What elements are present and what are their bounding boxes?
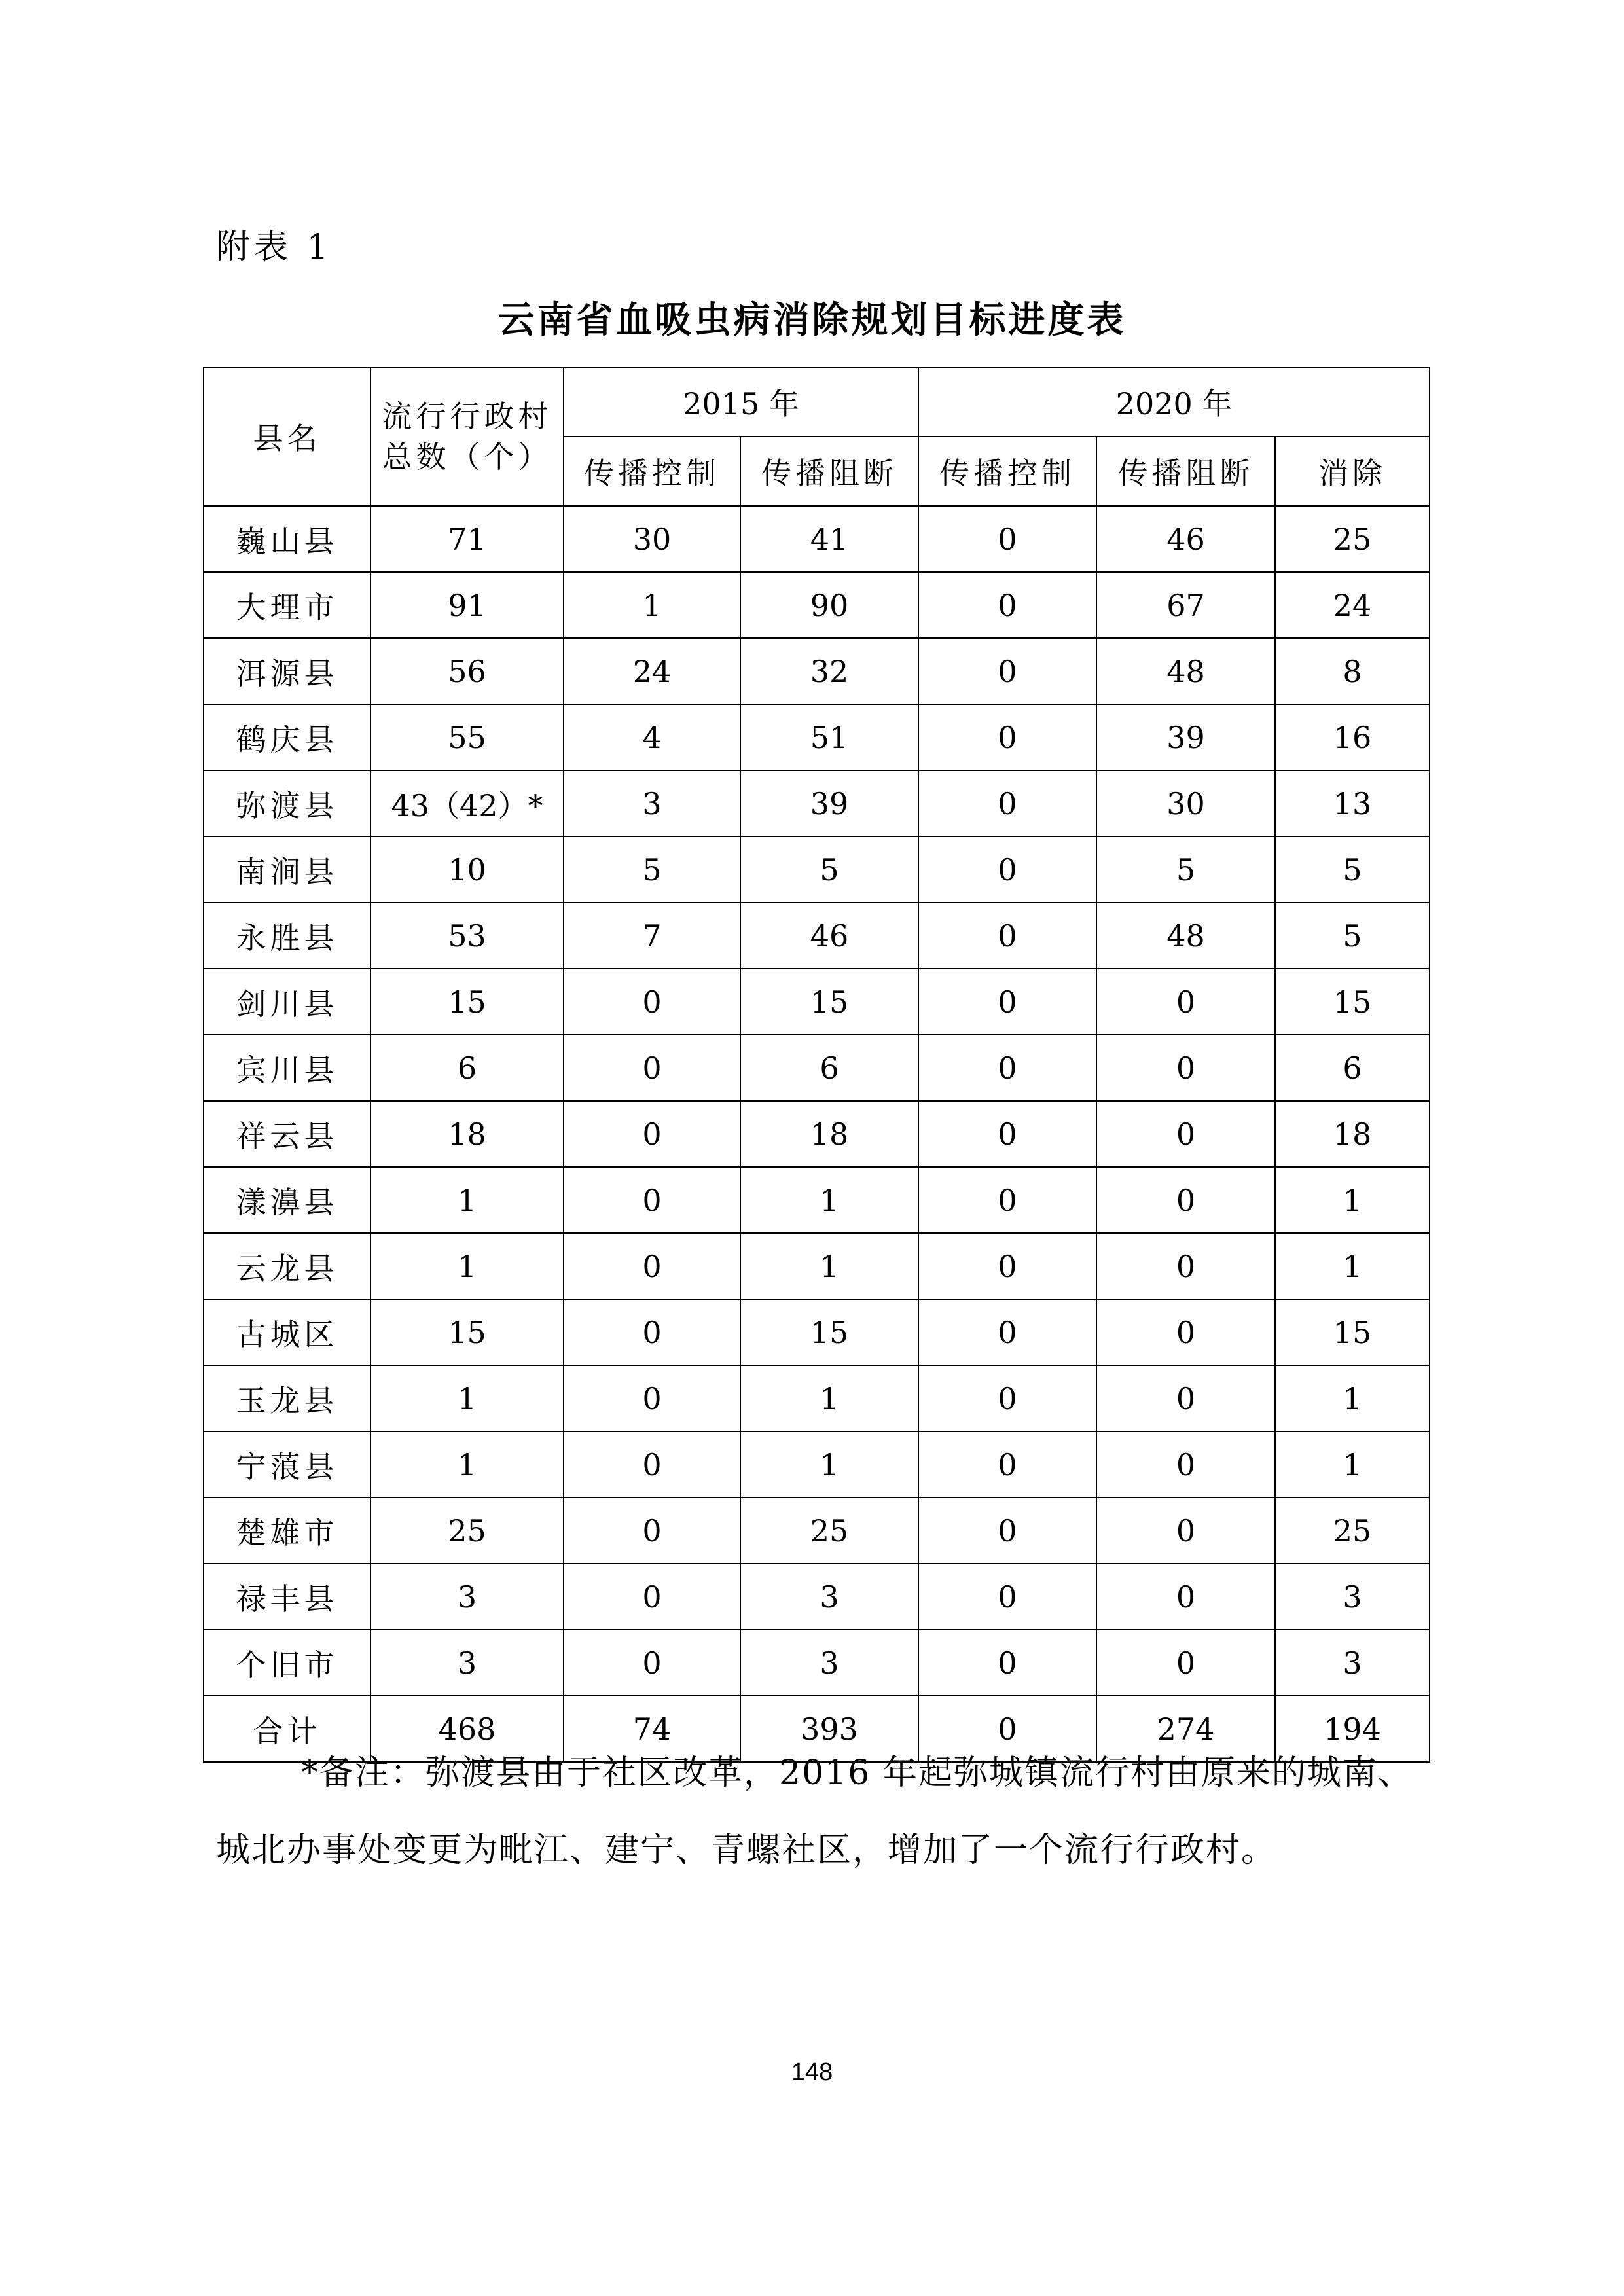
interrupt-2015-cell: 41 <box>740 506 918 572</box>
eliminate-2020-cell: 1 <box>1275 1233 1430 1299</box>
control-2020-cell: 0 <box>918 1167 1096 1233</box>
control-2020-cell: 0 <box>918 770 1096 836</box>
interrupt-2015-cell: 6 <box>740 1035 918 1101</box>
eliminate-2020-cell: 5 <box>1275 836 1430 903</box>
appendix-label: 附表 1 <box>216 228 333 267</box>
control-2015-cell: 0 <box>564 1167 740 1233</box>
table-row <box>204 1167 1430 1233</box>
control-2020-cell: 0 <box>918 638 1096 704</box>
eliminate-2020-cell: 15 <box>1275 1299 1430 1365</box>
county-cell: 宾川县 <box>204 1035 370 1101</box>
control-2015-cell: 30 <box>564 506 740 572</box>
header-year-2020: 2020 年 <box>918 367 1430 437</box>
total-cell: 3 <box>370 1630 564 1696</box>
control-2015-cell: 3 <box>564 770 740 836</box>
county-cell: 大理市 <box>204 572 370 638</box>
table-row <box>204 1299 1430 1365</box>
interrupt-2015-cell: 1 <box>740 1365 918 1431</box>
total-cell: 25 <box>370 1498 564 1564</box>
control-2020-cell: 0 <box>918 1696 1096 1762</box>
interrupt-2020-cell: 0 <box>1096 1365 1275 1431</box>
control-2020-cell: 0 <box>918 1431 1096 1498</box>
total-cell: 15 <box>370 1299 564 1365</box>
interrupt-2020-cell: 0 <box>1096 1233 1275 1299</box>
interrupt-2015-cell: 5 <box>740 836 918 903</box>
interrupt-2020-cell: 39 <box>1096 704 1275 770</box>
interrupt-2015-cell: 18 <box>740 1101 918 1167</box>
county-cell: 漾濞县 <box>204 1167 370 1233</box>
interrupt-2020-cell: 0 <box>1096 1498 1275 1564</box>
eliminate-2020-cell: 3 <box>1275 1630 1430 1696</box>
total-cell: 3 <box>370 1564 564 1630</box>
header-2020-interrupt: 传播阻断 <box>1096 437 1275 506</box>
table-row <box>204 1431 1430 1498</box>
eliminate-2020-cell: 194 <box>1275 1696 1430 1762</box>
eliminate-2020-cell: 3 <box>1275 1564 1430 1630</box>
eliminate-2020-cell: 16 <box>1275 704 1430 770</box>
control-2015-cell: 0 <box>564 1431 740 1498</box>
control-2015-cell: 0 <box>564 1035 740 1101</box>
control-2020-cell: 0 <box>918 1365 1096 1431</box>
county-cell: 祥云县 <box>204 1101 370 1167</box>
control-2020-cell: 0 <box>918 572 1096 638</box>
document-title: 云南省血吸虫病消除规划目标进度表 <box>497 299 1127 342</box>
total-cell: 18 <box>370 1101 564 1167</box>
interrupt-2015-cell: 3 <box>740 1564 918 1630</box>
total-cell: 43（42）* <box>370 770 564 836</box>
table-row <box>204 572 1430 638</box>
table-row <box>204 1101 1430 1167</box>
interrupt-2015-cell: 15 <box>740 969 918 1035</box>
interrupt-2020-cell: 0 <box>1096 1167 1275 1233</box>
control-2020-cell: 0 <box>918 836 1096 903</box>
eliminate-2020-cell: 1 <box>1275 1167 1430 1233</box>
total-cell: 10 <box>370 836 564 903</box>
control-2015-cell: 4 <box>564 704 740 770</box>
total-cell: 1 <box>370 1365 564 1431</box>
control-2020-cell: 0 <box>918 969 1096 1035</box>
control-2020-cell: 0 <box>918 1035 1096 1101</box>
table-row <box>204 1365 1430 1431</box>
control-2015-cell: 5 <box>564 836 740 903</box>
county-cell: 剑川县 <box>204 969 370 1035</box>
eliminate-2020-cell: 1 <box>1275 1431 1430 1498</box>
interrupt-2020-cell: 0 <box>1096 1299 1275 1365</box>
eliminate-2020-cell: 6 <box>1275 1035 1430 1101</box>
county-cell: 鹤庆县 <box>204 704 370 770</box>
table-row <box>204 836 1430 903</box>
schisto-target-table <box>203 367 1430 1763</box>
header-total <box>370 367 564 506</box>
control-2015-cell: 0 <box>564 1233 740 1299</box>
county-cell: 南涧县 <box>204 836 370 903</box>
header-2015-interrupt: 传播阻断 <box>740 437 918 506</box>
interrupt-2020-cell: 5 <box>1096 836 1275 903</box>
interrupt-2020-cell: 0 <box>1096 1630 1275 1696</box>
table-row <box>204 903 1430 969</box>
control-2015-cell: 0 <box>564 1564 740 1630</box>
eliminate-2020-cell: 8 <box>1275 638 1430 704</box>
county-cell: 洱源县 <box>204 638 370 704</box>
page-number: 148 <box>791 2058 833 2086</box>
interrupt-2015-cell: 39 <box>740 770 918 836</box>
header-county: 县名 <box>204 367 370 506</box>
control-2015-cell: 1 <box>564 572 740 638</box>
table-row <box>204 1035 1430 1101</box>
table-row <box>204 969 1430 1035</box>
interrupt-2020-cell: 48 <box>1096 638 1275 704</box>
county-cell: 宁蒗县 <box>204 1431 370 1498</box>
county-cell: 永胜县 <box>204 903 370 969</box>
table-row <box>204 770 1430 836</box>
county-cell: 巍山县 <box>204 506 370 572</box>
control-2020-cell: 0 <box>918 1101 1096 1167</box>
interrupt-2020-cell: 46 <box>1096 506 1275 572</box>
table-row <box>204 704 1430 770</box>
header-row-1 <box>204 367 1430 437</box>
table-row <box>204 1233 1430 1299</box>
interrupt-2015-cell: 3 <box>740 1630 918 1696</box>
control-2020-cell: 0 <box>918 1299 1096 1365</box>
interrupt-2015-cell: 1 <box>740 1431 918 1498</box>
total-cell: 1 <box>370 1431 564 1498</box>
interrupt-2015-cell: 46 <box>740 903 918 969</box>
interrupt-2020-cell: 0 <box>1096 1431 1275 1498</box>
county-cell: 楚雄市 <box>204 1498 370 1564</box>
control-2020-cell: 0 <box>918 903 1096 969</box>
control-2015-cell: 24 <box>564 638 740 704</box>
total-cell: 91 <box>370 572 564 638</box>
control-2015-cell: 7 <box>564 903 740 969</box>
control-2015-cell: 0 <box>564 1498 740 1564</box>
header-2020-eliminate: 消除 <box>1275 437 1430 506</box>
eliminate-2020-cell: 18 <box>1275 1101 1430 1167</box>
county-cell: 云龙县 <box>204 1233 370 1299</box>
interrupt-2015-cell: 25 <box>740 1498 918 1564</box>
table-row <box>204 1498 1430 1564</box>
interrupt-2020-cell: 30 <box>1096 770 1275 836</box>
total-cell: 71 <box>370 506 564 572</box>
control-2020-cell: 0 <box>918 704 1096 770</box>
control-2020-cell: 0 <box>918 1564 1096 1630</box>
control-2015-cell: 0 <box>564 1101 740 1167</box>
county-cell: 弥渡县 <box>204 770 370 836</box>
county-cell: 古城区 <box>204 1299 370 1365</box>
header-total-line2: 总数（个） <box>382 439 552 475</box>
total-cell: 53 <box>370 903 564 969</box>
eliminate-2020-cell: 5 <box>1275 903 1430 969</box>
control-2020-cell: 0 <box>918 1498 1096 1564</box>
total-cell: 468 <box>370 1696 564 1762</box>
interrupt-2020-cell: 67 <box>1096 572 1275 638</box>
control-2015-cell: 0 <box>564 1365 740 1431</box>
county-cell: 禄丰县 <box>204 1564 370 1630</box>
total-cell: 1 <box>370 1167 564 1233</box>
interrupt-2020-cell: 0 <box>1096 1035 1275 1101</box>
interrupt-2015-cell: 90 <box>740 572 918 638</box>
interrupt-2015-cell: 393 <box>740 1696 918 1762</box>
county-cell: 合计 <box>204 1696 370 1762</box>
header-year-2015: 2015 年 <box>564 367 918 437</box>
interrupt-2020-cell: 0 <box>1096 969 1275 1035</box>
eliminate-2020-cell: 24 <box>1275 572 1430 638</box>
table-row <box>204 1564 1430 1630</box>
total-cell: 6 <box>370 1035 564 1101</box>
footnote: *备注：弥渡县由于社区改革，2016 年起弥城镇流行村由原来的城南、城北办事处变更为毗江、建宁、青螺社区，增加了一个流行行政村。 <box>216 1753 1413 1870</box>
header-2015-control: 传播控制 <box>564 437 740 506</box>
header-2020-control: 传播控制 <box>918 437 1096 506</box>
interrupt-2015-cell: 1 <box>740 1233 918 1299</box>
control-2015-cell: 74 <box>564 1696 740 1762</box>
interrupt-2015-cell: 1 <box>740 1167 918 1233</box>
header-total-line1: 流行行政村 <box>382 399 552 434</box>
table-row <box>204 506 1430 572</box>
eliminate-2020-cell: 13 <box>1275 770 1430 836</box>
total-cell: 56 <box>370 638 564 704</box>
county-cell: 玉龙县 <box>204 1365 370 1431</box>
control-2015-cell: 0 <box>564 969 740 1035</box>
eliminate-2020-cell: 15 <box>1275 969 1430 1035</box>
interrupt-2015-cell: 32 <box>740 638 918 704</box>
eliminate-2020-cell: 25 <box>1275 506 1430 572</box>
interrupt-2020-cell: 0 <box>1096 1564 1275 1630</box>
table-row <box>204 638 1430 704</box>
control-2020-cell: 0 <box>918 1233 1096 1299</box>
interrupt-2020-cell: 0 <box>1096 1101 1275 1167</box>
total-cell: 55 <box>370 704 564 770</box>
control-2020-cell: 0 <box>918 1630 1096 1696</box>
control-2015-cell: 0 <box>564 1630 740 1696</box>
interrupt-2015-cell: 15 <box>740 1299 918 1365</box>
interrupt-2015-cell: 51 <box>740 704 918 770</box>
interrupt-2020-cell: 274 <box>1096 1696 1275 1762</box>
total-cell: 15 <box>370 969 564 1035</box>
eliminate-2020-cell: 25 <box>1275 1498 1430 1564</box>
table-row <box>204 1630 1430 1696</box>
control-2015-cell: 0 <box>564 1299 740 1365</box>
interrupt-2020-cell: 48 <box>1096 903 1275 969</box>
total-cell: 1 <box>370 1233 564 1299</box>
control-2020-cell: 0 <box>918 506 1096 572</box>
eliminate-2020-cell: 1 <box>1275 1365 1430 1431</box>
county-cell: 个旧市 <box>204 1630 370 1696</box>
